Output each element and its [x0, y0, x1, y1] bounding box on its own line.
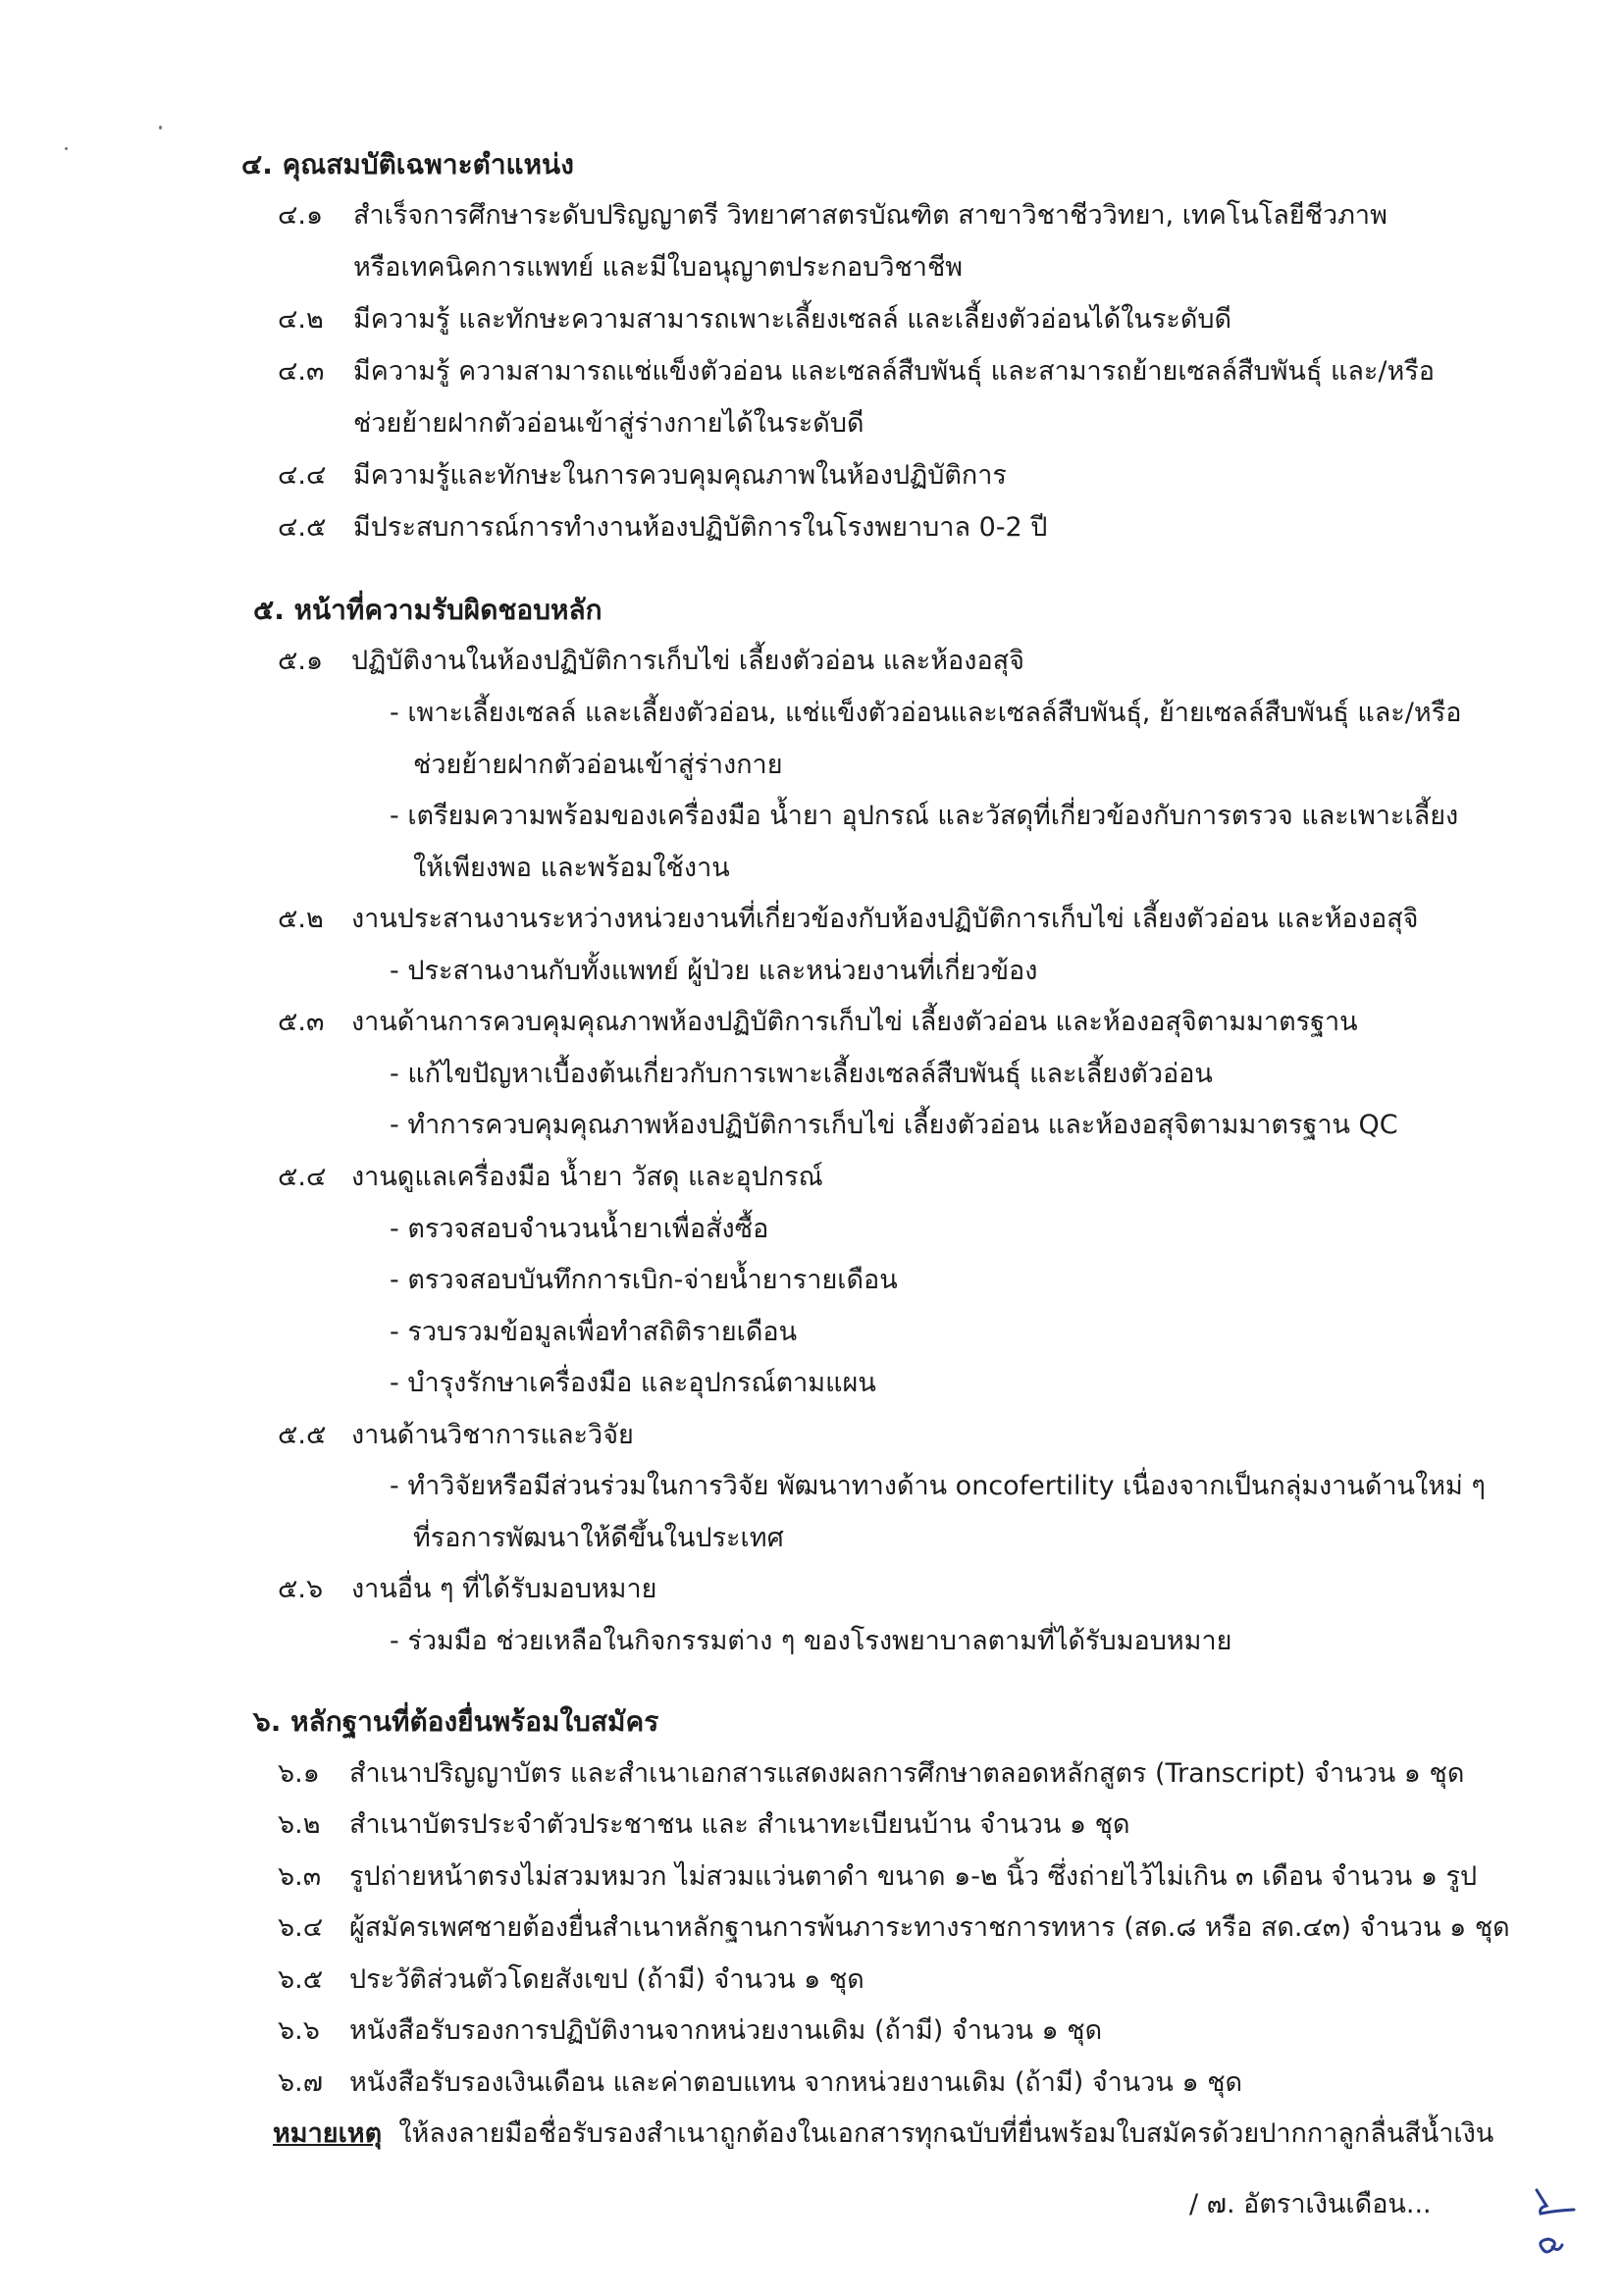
item-number: ๕.๓ [278, 1007, 325, 1037]
item-number: ๔.๕ [278, 512, 327, 543]
note-label: หมายเหตุ [273, 2118, 383, 2149]
continuation-text: / ๗. อัตราเงินเดือน... [1189, 2189, 1432, 2219]
bullet-text: ที่รอการพัฒนาให้ดีขึ้นในประเทศ [413, 1523, 784, 1553]
item-text: งานอื่น ๆ ที่ได้รับมอบหมาย [351, 1574, 657, 1604]
item-text: สำเร็จการศึกษาระดับปริญญาตรี วิทยาศาสตรบัณฑิต สาขาวิชาชีววิทยา, เทคโนโลยีชีวภาพ [353, 200, 1387, 231]
item-number: ๖.๑ [278, 1758, 320, 1789]
item-number: ๕.๑ [278, 646, 324, 676]
item-number: ๖.๖ [278, 2015, 320, 2046]
item-number: ๕.๖ [278, 1574, 324, 1604]
bullet-text: - รวบรวมข้อมูลเพื่อทำสถิติรายเดือน [390, 1317, 798, 1347]
item-text: รูปถ่ายหน้าตรงไม่สวมหมวก ไม่สวมแว่นตาดำ ขนาด ๑-๒ นิ้ว ซึ่งถ่ายไว้ไม่เกิน ๓ เดือน จำนวน ๑ รูป [349, 1861, 1478, 1892]
bullet-text: ให้เพียงพอ และพร้อมใช้งาน [413, 853, 730, 883]
item-text: มีประสบการณ์การทำงานห้องปฏิบัติการในโรงพยาบาล 0-2 ปี [353, 512, 1048, 543]
item-text: ผู้สมัครเพศชายต้องยื่นสำเนาหลักฐานการพ้นภาระทางราชการทหาร (สด.๘ หรือ สด.๔๓) จำนวน ๑ ชุด [349, 1912, 1510, 1943]
item-text: สำเนาปริญญาบัตร และสำเนาเอกสารแสดงผลการศึกษาตลอดหลักสูตร (Transcript) จำนวน ๑ ชุด [349, 1758, 1465, 1789]
item-text: หรือเทคนิคการแพทย์ และมีใบอนุญาตประกอบวิชาชีพ [353, 252, 964, 283]
item-number: ๔.๒ [278, 304, 324, 335]
item-number: ๖.๔ [278, 1912, 324, 1943]
bullet-text: - ร่วมมือ ช่วยเหลือในกิจกรรมต่าง ๆ ของโรงพยาบาลตามที่ได้รับมอบหมาย [390, 1626, 1232, 1656]
bullet-text: - ตรวจสอบจำนวนน้ำยาเพื่อสั่งซื้อ [390, 1214, 769, 1244]
bullet-text: ช่วยย้ายฝากตัวอ่อนเข้าสู่ร่างกาย [413, 750, 783, 780]
item-text: ช่วยย้ายฝากตัวอ่อนเข้าสู่ร่างกายได้ในระดับดี [353, 408, 864, 439]
item-number: ๕.๕ [278, 1420, 327, 1450]
item-number: ๕.๔ [278, 1162, 327, 1192]
item-number: ๖.๗ [278, 2067, 324, 2098]
item-number: ๖.๕ [278, 1964, 324, 1995]
handwritten-initials [1521, 2176, 1599, 2274]
item-text: มีความรู้ ความสามารถแช่แข็งตัวอ่อน และเซลล์สืบพันธุ์ และสามารถย้ายเซลล์สืบพันธุ์ และ/หรือ [353, 356, 1436, 387]
item-text: มีความรู้ และทักษะความสามารถเพาะเลี้ยงเซลล์ และเลี้ยงตัวอ่อนได้ในระดับดี [353, 304, 1232, 335]
scan-speck [159, 126, 162, 130]
section-6-title: ๖. หลักฐานที่ต้องยื่นพร้อมใบสมัคร [253, 1705, 659, 1738]
section-4-title: ๔. คุณสมบัติเฉพาะตำแหน่ง [241, 148, 574, 181]
item-text: งานประสานงานระหว่างหน่วยงานที่เกี่ยวข้องกับห้องปฏิบัติการเก็บไข่ เลี้ยงตัวอ่อน และห้องอสุจิ [351, 904, 1419, 934]
item-text: หนังสือรับรองการปฏิบัติงานจากหน่วยงานเดิม (ถ้ามี) จำนวน ๑ ชุด [349, 2015, 1103, 2046]
note-line [273, 2114, 1493, 2154]
item-number: ๕.๒ [278, 904, 324, 934]
item-number: ๔.๑ [278, 200, 324, 231]
item-text: มีความรู้และทักษะในการควบคุมคุณภาพในห้องปฏิบัติการ [353, 460, 1007, 491]
item-text: งานด้านการควบคุมคุณภาพห้องปฏิบัติการเก็บไข่ เลี้ยงตัวอ่อน และห้องอสุจิตามมาตรฐาน [351, 1007, 1358, 1037]
section-5-title: ๕. หน้าที่ความรับผิดชอบหลัก [253, 594, 602, 626]
item-number: ๖.๓ [278, 1861, 322, 1892]
bullet-text: - ทำวิจัยหรือมีส่วนร่วมในการวิจัย พัฒนาทางด้าน oncofertility เนื่องจากเป็นกลุ่มงานด้านใหม่ ๆ [390, 1471, 1486, 1501]
bullet-text: - แก้ไขปัญหาเบื้องต้นเกี่ยวกับการเพาะเลี้ยงเซลล์สืบพันธุ์ และเลี้ยงตัวอ่อน [390, 1059, 1213, 1089]
bullet-text: - เตรียมความพร้อมของเครื่องมือ น้ำยา อุปกรณ์ และวัสดุที่เกี่ยวข้องกับการตรวจ และเพาะเลี้ยง [390, 801, 1459, 831]
bullet-text: - เพาะเลี้ยงเซลล์ และเลี้ยงตัวอ่อน, แช่แข็งตัวอ่อนและเซลล์สืบพันธุ์, ย้ายเซลล์สืบพันธุ์ และ/หรือ [390, 698, 1462, 728]
item-number: ๖.๒ [278, 1809, 321, 1840]
bullet-text: - ทำการควบคุมคุณภาพห้องปฏิบัติการเก็บไข่ เลี้ยงตัวอ่อน และห้องอสุจิตามมาตรฐาน QC [390, 1110, 1398, 1140]
item-text: หนังสือรับรองเงินเดือน และค่าตอบแทน จากหน่วยงานเดิม (ถ้ามี) จำนวน ๑ ชุด [349, 2067, 1243, 2098]
item-number: ๔.๔ [278, 460, 327, 491]
item-text: ปฏิบัติงานในห้องปฏิบัติการเก็บไข่ เลี้ยงตัวอ่อน และห้องอสุจิ [351, 646, 1024, 676]
scan-speck [65, 147, 68, 150]
item-text: สำเนาบัตรประจำตัวประชาชน และ สำเนาทะเบียนบ้าน จำนวน ๑ ชุด [349, 1809, 1130, 1840]
bullet-text: - ประสานงานกับทั้งแพทย์ ผู้ป่วย และหน่วยงานที่เกี่ยวข้อง [390, 956, 1038, 986]
bullet-text: - บำรุงรักษาเครื่องมือ และอุปกรณ์ตามแผน [390, 1368, 876, 1398]
bullet-text: - ตรวจสอบบันทึกการเบิก-จ่ายน้ำยารายเดือน [390, 1265, 898, 1295]
item-text: งานด้านวิชาการและวิจัย [351, 1420, 634, 1450]
item-text: ประวัติส่วนตัวโดยสังเขป (ถ้ามี) จำนวน ๑ ชุด [349, 1964, 864, 1995]
item-text: งานดูแลเครื่องมือ น้ำยา วัสดุ และอุปกรณ์ [351, 1162, 823, 1192]
item-number: ๔.๓ [278, 356, 325, 387]
note-text: ให้ลงลายมือชื่อรับรองสำเนาถูกต้องในเอกสารทุกฉบับที่ยื่นพร้อมใบสมัครด้วยปากกาลูกลื่นสีน้ำเงิน [398, 2118, 1494, 2149]
